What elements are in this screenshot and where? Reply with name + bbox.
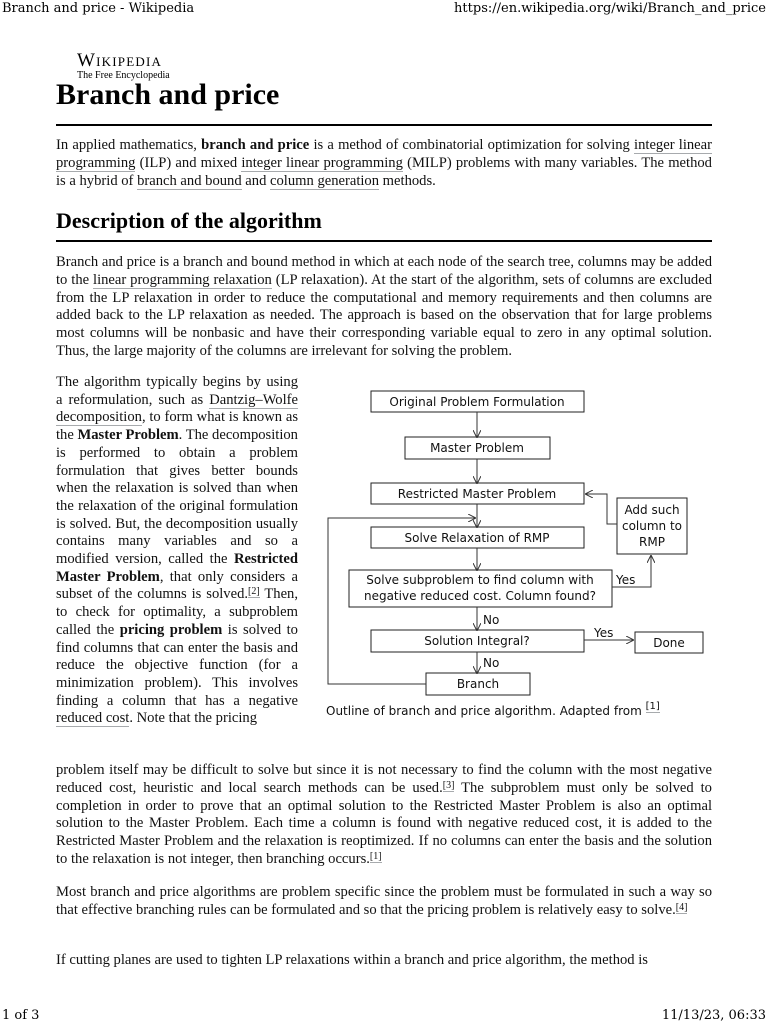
link-linear-programming-relaxation[interactable]: linear programming relaxation [93,271,272,288]
label-subproblem-line-2: negative reduced cost. Column found? [363,589,597,603]
section-divider [56,240,712,242]
print-url: https://en.wikipedia.org/wiki/Branch_and_price [454,1,766,16]
print-footer [0,1008,768,1023]
caption-citation-1[interactable]: [1] [645,701,660,712]
label-master-problem: Master Problem [430,441,524,455]
print-page-number: 1 of 3 [2,1008,40,1023]
algorithm-paragraph-2-column: The algorithm typically begins by using a reformulation, such as Dantzig–Wolfe decomposition, to form what is known as the Master Problem. The decomposition is performed to obtain a problem formulation that gives better bounds when the relaxation is solved than when the relaxation of the original formulation is solved. But, the decomposition usually contains many variables and so a modified version, called the Restricted Master Problem, that only considers a subset of the columns is solved.[2] Then, to check for optimality, a subproblem called the pricing problem is solved to find columns that can enter the basis and reduce the objective function (for a minimization problem). This involves finding a column that has a negative reduced cost. Note that the pricing [56,374,298,727]
algorithm-paragraph-2-continued: problem itself may be difficult to solve but since it is not necessary to find the column with the most negative reduced cost, heuristic and local search methods can be used.[3] The subproblem must only be solved to completion in order to prove that an optimal solution to the Restricted Master Problem is also an optimal solution to the Master Problem. Each time a column is found with negative reduced cost, it is added to the Restricted Master Problem and the relaxation is reoptimized. If no columns can enter the basis and the solution to the relaxation is not integer, then branching occurs.[1] [56,762,712,867]
link-branch-and-bound[interactable]: branch and bound [137,172,242,189]
title-divider [56,124,712,126]
print-header [0,1,768,16]
section-heading: Description of the algorithm [56,208,322,233]
algorithm-paragraph-4: If cutting planes are used to tighten LP relaxations within a branch and price algorithm, the method is [56,952,648,968]
intro-paragraph: In applied mathematics, branch and price is a method of combinatorial optimization for solving integer linear programming (ILP) and mixed integer linear programming (MILP) problems with many variables. The method is a hybrid of branch and bound and column generation methods. [56,137,712,189]
flowchart-diagram [320,384,720,699]
link-integer-linear-programming[interactable]: integer linear programming [56,137,712,171]
citation-4[interactable]: [4] [675,901,688,913]
citation-3[interactable]: [3] [442,779,455,791]
label-done: Done [653,636,685,650]
algorithm-paragraph-3: Most branch and price algorithms are problem specific since the problem must be formulated in such a way so that effective branching rules can be formulated and so that the pricing problem is relatively easy to solve.[4] [56,884,712,918]
figure-caption: Outline of branch and price algorithm. Adapted from [1] [326,701,660,718]
label-yes-column-found: Yes [616,573,636,587]
link-dantzig-wolfe-decomposition[interactable]: Dantzig–Wolfe decomposition [56,391,298,426]
logo-wordmark: Wikipedia [77,50,163,71]
page-title: Branch and price [56,78,280,111]
citation-2[interactable]: [2] [248,586,260,598]
label-add-line-2: column to [621,519,683,533]
label-solve-relaxation: Solve Relaxation of RMP [404,531,550,545]
link-column-generation[interactable]: column generation [270,172,380,189]
label-no-column-found: No [483,613,500,627]
wikipedia-logo[interactable] [77,50,170,81]
label-original-problem: Original Problem Formulation [389,395,565,409]
print-datetime: 11/13/23, 06:33 [661,1008,766,1023]
link-mixed-integer-linear-programming[interactable]: integer linear programming [241,154,403,171]
citation-1[interactable]: [1] [369,850,382,862]
label-branch: Branch [456,677,500,691]
label-subproblem-line-1: Solve subproblem to find column with [366,573,594,587]
label-yes-integral: Yes [594,626,614,640]
print-page-title: Branch and price - Wikipedia [2,1,195,16]
flowchart-figure[interactable] [320,384,720,729]
logo-tagline: The Free Encyclopedia [77,70,170,81]
link-reduced-cost[interactable]: reduced cost [56,710,130,727]
label-restricted-master: Restricted Master Problem [397,487,557,501]
label-add-line-1: Add such [624,503,680,517]
label-no-integral: No [483,656,500,670]
algorithm-paragraph-1: Branch and price is a branch and bound method in which at each node of the search tree, columns may be added to the linear programming relaxation (LP relaxation). At the start of the algorithm, sets of columns are excluded from the LP relaxation in order to reduce the computational and memory requirements and then columns are added back to the LP relaxation as needed. The approach is based on the observation that for large problems most columns will be nonbasic and have their corresponding variable equal to zero in any optimal solution. Thus, the large majority of the columns are irrelevant for solving the problem. [56,254,712,359]
label-solution-integral: Solution Integral? [424,634,530,648]
label-add-line-3: RMP [639,535,665,549]
